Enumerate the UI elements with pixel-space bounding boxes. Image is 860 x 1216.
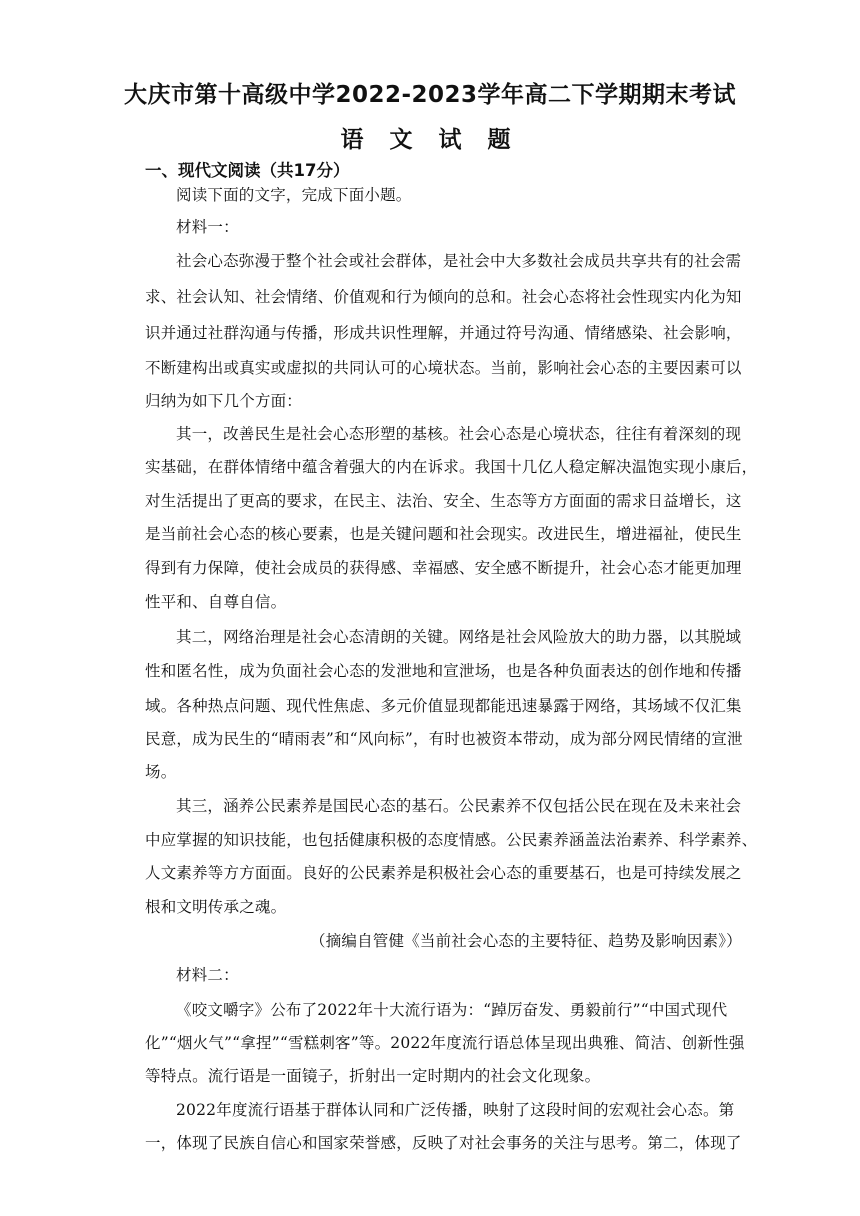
paragraph-line: 归纳为如下几个方面： (145, 392, 303, 410)
paragraph-line: 《咬文嚼字》公布了2022年十大流行语为：“踔厉奋发、勇毅前行”“中国式现代 (176, 1001, 728, 1019)
paragraph-line: 是当前社会心态的核心要素，也是关键问题和社会现实。改进民生，增进福祉，使民生 (145, 525, 742, 543)
paragraph-line: 人文素养等方方面面。良好的公民素养是积极社会心态的重要基石，也是可持续发展之 (145, 864, 742, 882)
paragraph-line: 性平和、自尊自信。 (145, 593, 287, 611)
paragraph-line: 不断建构出或真实或虚拟的共同认可的心境状态。当前，影响社会心态的主要因素可以 (145, 359, 742, 377)
paragraph-line: 实基础，在群体情绪中蕴含着强大的内在诉求。我国十几亿人稳定解决温饱实现小康后， (145, 458, 758, 476)
material-one-label: 材料一： (176, 218, 239, 236)
paragraph-line: 其三，涵养公民素养是国民心态的基石。公民素养不仅包括公民在现在及未来社会 (176, 797, 742, 815)
paragraph-line: 化”“烟火气”“拿捏”“雪糕刺客”等。2022年度流行语总体呈现出典雅、简洁、创新性强 (145, 1034, 745, 1052)
paragraph-line: 其一，改善民生是社会心态形塑的基核。社会心态是心境状态，往往有着深刻的现 (176, 425, 742, 443)
source-citation: （摘编自管健《当前社会心态的主要特征、趋势及影响因素》） (310, 932, 742, 950)
paragraph-line: 求、社会认知、社会情绪、价值观和行为倾向的总和。社会心态将社会性现实内化为知 (145, 288, 742, 306)
material-two-label: 材料二： (176, 966, 239, 984)
paragraph-line: 中应掌握的知识技能，也包括健康积极的态度情感。公民素养涵盖法治素养、科学素养、 (145, 831, 758, 849)
paragraph-line: 社会心态弥漫于整个社会或社会群体，是社会中大多数社会成员共享共有的社会需 (176, 252, 742, 270)
exam-subtitle: 语 文 试 题 (340, 127, 520, 153)
paragraph-line: 对生活提出了更高的要求，在民主、法治、安全、生态等方方面面的需求日益增长，这 (145, 492, 742, 510)
paragraph-line: 一，体现了民族自信心和国家荣誉感，反映了对社会事务的关注与思考。第二，体现了 (145, 1134, 742, 1152)
paragraph-line: 得到有力保障，使社会成员的获得感、幸福感、安全感不断提升，社会心态才能更加理 (145, 559, 742, 577)
paragraph-line: 民意，成为民生的“晴雨表”和“风向标”，有时也被资本带动，成为部分网民情绪的宣泄 (145, 730, 743, 748)
paragraph-line: 2022年度流行语基于群体认同和广泛传播，映射了这段时间的宏观社会心态。第 (176, 1101, 735, 1119)
exam-title: 大庆市第十高级中学2022-2023学年高二下学期期末考试 (123, 82, 737, 108)
paragraph-line: 根和文明传承之魂。 (145, 898, 287, 916)
paragraph-line: 性和匿名性，成为负面社会心态的发泄地和宣泄场，也是各种负面表达的创作地和传播 (145, 662, 742, 680)
paragraph-line: 场。 (145, 763, 177, 781)
instruction-text: 阅读下面的文字，完成下面小题。 (176, 186, 412, 204)
section-heading: 一、现代文阅读（共17分） (145, 161, 350, 180)
paragraph-line: 识并通过社群沟通与传播，形成共识性理解，并通过符号沟通、情绪感染、社会影响， (145, 324, 742, 342)
paragraph-line: 其二，网络治理是社会心态清朗的关键。网络是社会风险放大的助力器，以其脱域 (176, 628, 742, 646)
paragraph-line: 域。各种热点问题、现代性焦虑、多元价值显现都能迅速暴露于网络，其场域不仅汇集 (145, 697, 742, 715)
paragraph-line: 等特点。流行语是一面镜子，折射出一定时期内的社会文化现象。 (145, 1067, 601, 1085)
